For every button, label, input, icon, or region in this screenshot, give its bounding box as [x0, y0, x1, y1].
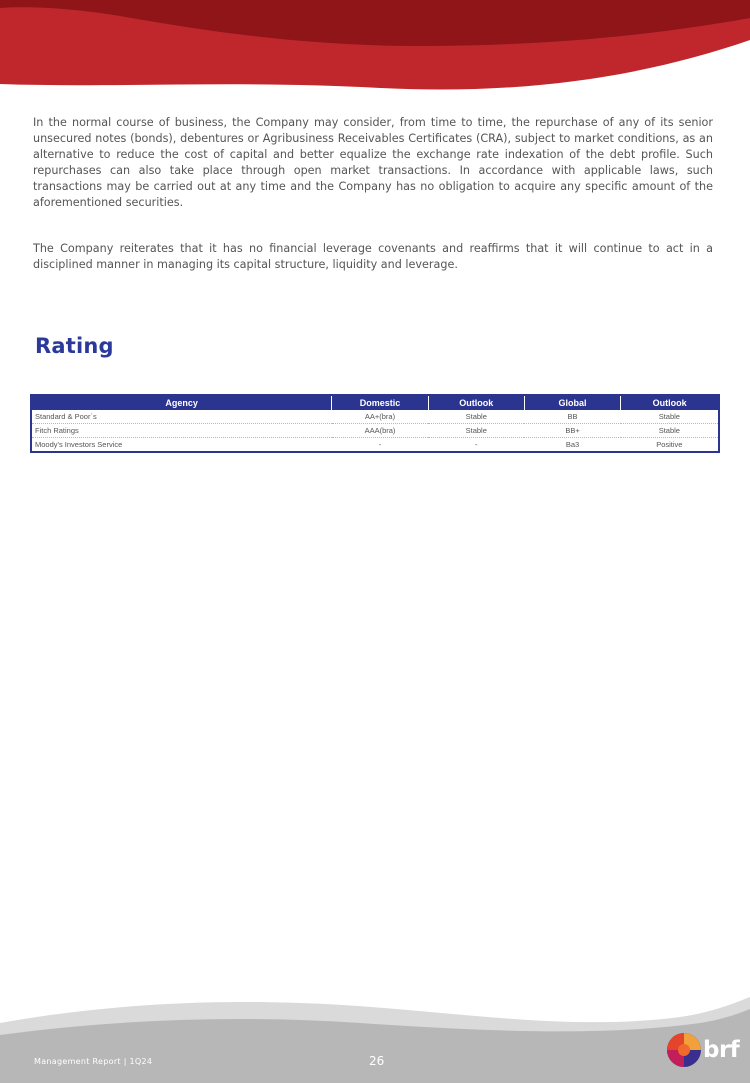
footer-report-label: Management Report | 1Q24	[34, 1057, 153, 1066]
brand-wordmark: brf	[703, 1037, 740, 1063]
header-global-outlook: Outlook	[621, 395, 719, 410]
header-domestic-outlook: Outlook	[428, 395, 524, 410]
brf-flower-icon	[666, 1032, 702, 1068]
section-title-rating: Rating	[35, 334, 114, 358]
cell-agency: Moody's Investors Service	[35, 440, 123, 449]
cell-global-outlook: Positive	[656, 440, 683, 449]
paragraph-repurchase: In the normal course of business, the Company may consider, from time to time, the repurchase of any of its senior unsecured notes (bonds), debentures or Agribusiness Receivables Certificates (CRA), subject to market conditions, as an alternative to reduce the cost of capital and better equalize the exchange rate indexation of the debt profile. Such repurchases can also take place through open market transactions. In accordance with applicable laws, such transactions may be carried out at any time and the Company has no obligation to acquire any specific amount of the aforementioned securities.	[33, 116, 713, 209]
cell-domestic-outlook: Stable	[428, 410, 524, 424]
cell-domestic-outlook: Stable	[428, 424, 524, 438]
header-agency: Agency	[31, 395, 332, 410]
cell-global: BB+	[524, 424, 620, 438]
cell-agency: Standard & Poor´s	[31, 410, 332, 424]
footer-wave	[0, 993, 750, 1083]
cell-global: BB	[524, 410, 620, 424]
cell-global-outlook: Stable	[621, 424, 719, 438]
rating-table	[30, 394, 720, 453]
cell-domestic: AA+(bra)	[332, 410, 428, 424]
table-row	[31, 410, 719, 424]
table-row	[31, 424, 719, 438]
header-domestic: Domestic	[332, 395, 428, 410]
header-global: Global	[524, 395, 620, 410]
table-row	[31, 438, 719, 453]
paragraph-covenants: The Company reiterates that it has no financial leverage covenants and reaffirms that it will continue to act in a disciplined manner in managing its capital structure, liquidity and leverage.	[33, 242, 713, 271]
cell-domestic-outlook: -	[475, 440, 478, 449]
cell-global-outlook: Stable	[621, 410, 719, 424]
cell-global: Ba3	[565, 440, 580, 449]
body-content	[33, 115, 713, 273]
cell-domestic: -	[378, 440, 382, 449]
cell-domestic: AAA(bra)	[332, 424, 428, 438]
header-wave	[0, 0, 750, 95]
cell-agency: Fitch Ratings	[31, 424, 332, 438]
page-number: 26	[369, 1054, 385, 1068]
brand-logo	[666, 1032, 744, 1072]
table-header-row	[31, 395, 719, 410]
